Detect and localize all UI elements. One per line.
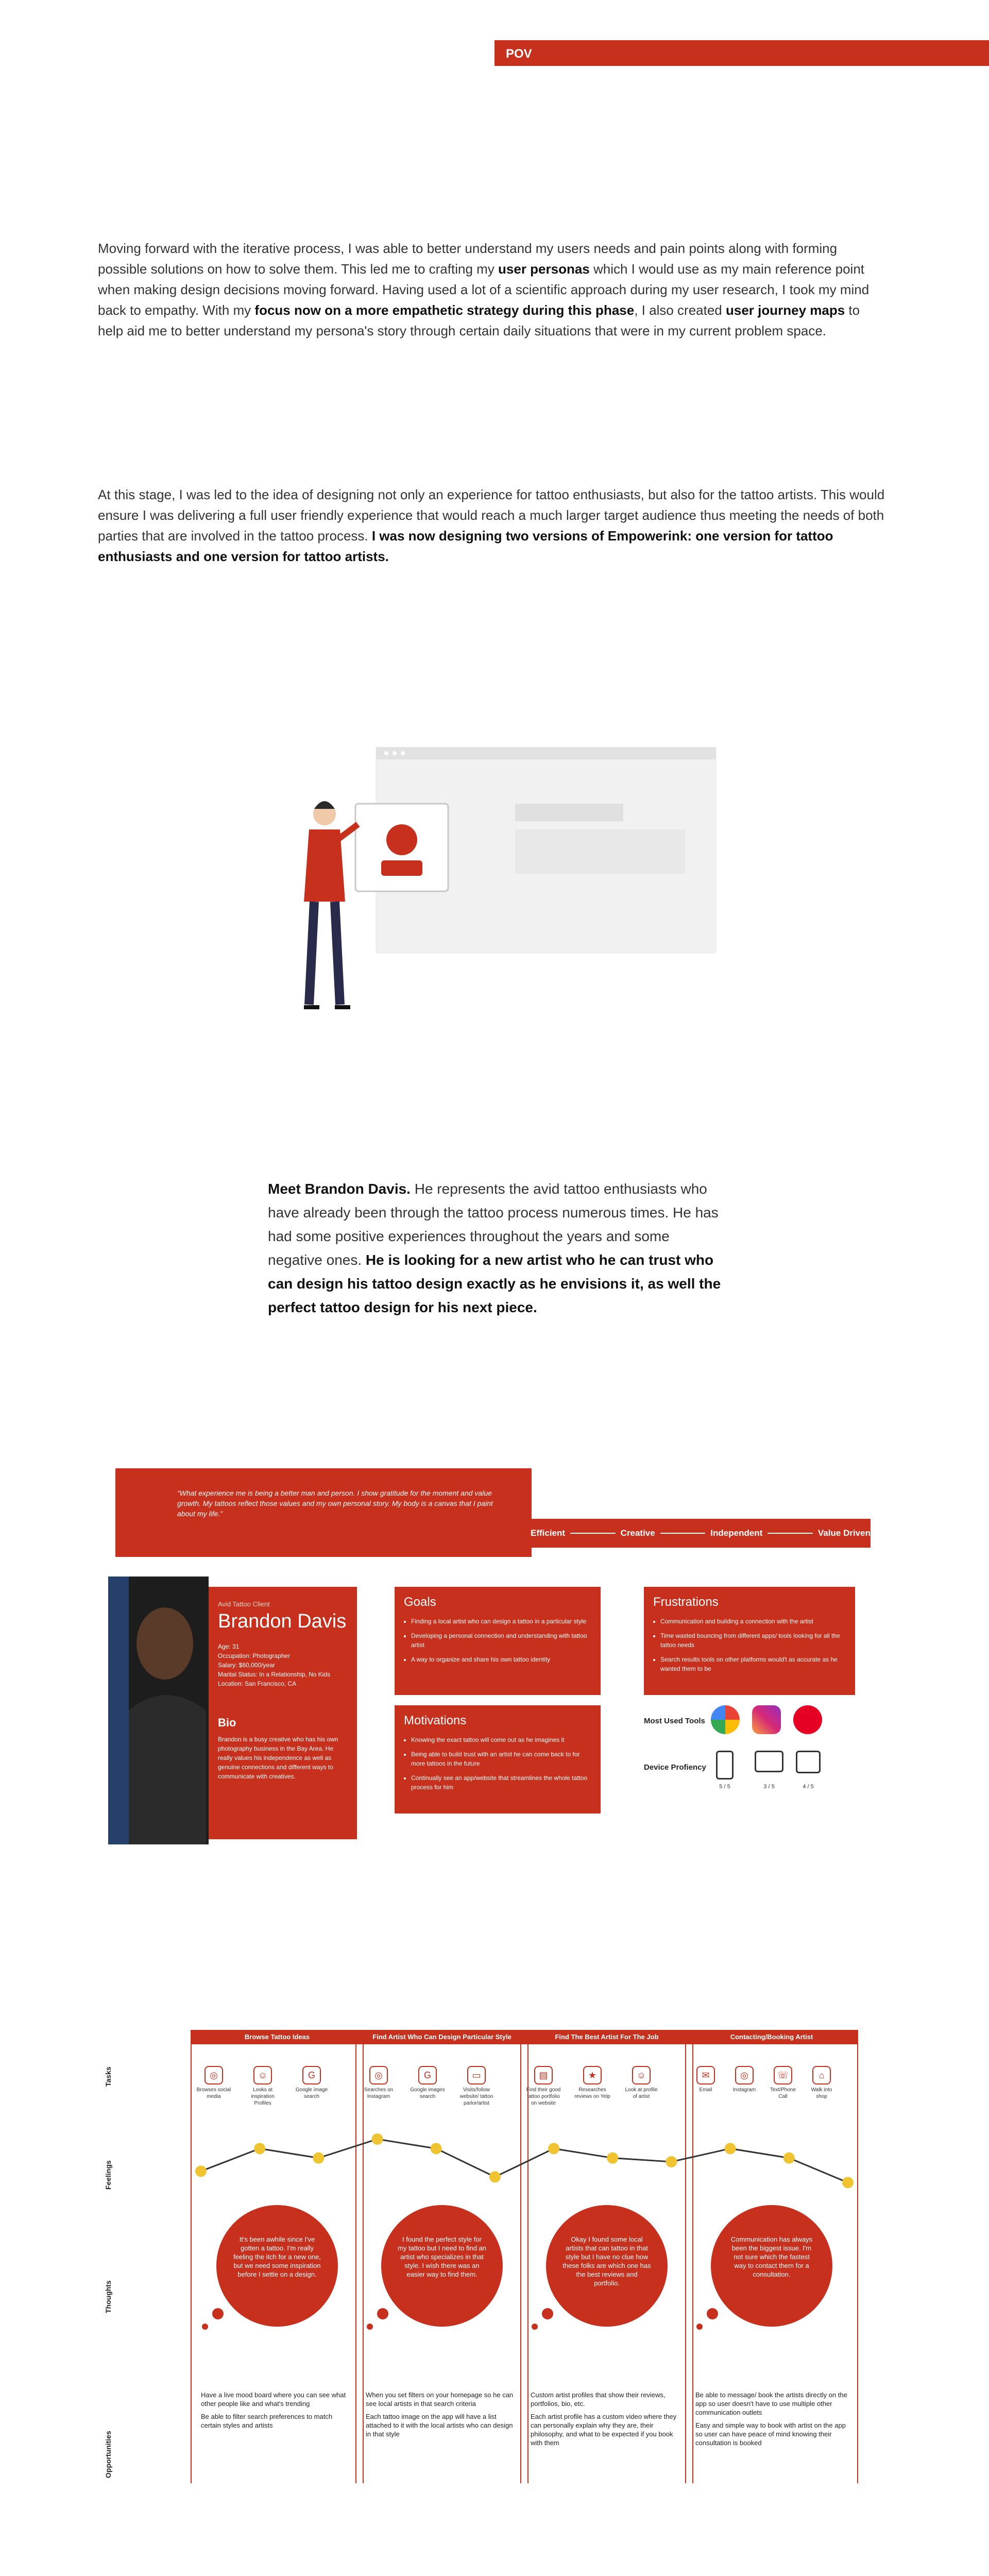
section-label-pov: POV [494, 40, 989, 66]
row-label: Feelings [104, 2160, 112, 2190]
bio-title: Bio [218, 1716, 236, 1729]
thought-dot [532, 2324, 538, 2330]
task-label: Text/Phone Call [770, 2087, 796, 2099]
trait: Creative [620, 1528, 655, 1538]
opportunity: Have a live mood board where you can see what other people like and what's trending [201, 2391, 346, 2408]
thought-dot [542, 2308, 553, 2319]
persona-name-bold: Meet Brandon Davis. [268, 1181, 411, 1197]
task-label: Searches on Instagram [364, 2087, 394, 2099]
task-label: Visits/follow website/ tattoo parlor/artist [459, 2087, 493, 2106]
pinterest-icon [793, 1705, 822, 1734]
feeling-emoji [666, 2156, 677, 2167]
task-label: Find their good tattoo portfolio on website [526, 2087, 561, 2106]
opportunity: Each artist profile has a custom video where they can personally explain why they are, their philosophy, and what to be expected if you book with them [531, 2413, 677, 2447]
opportunity: Easy and simple way to book with artist on the app so user can have peace of mind knowing their consultation is booked [695, 2421, 846, 2447]
thought-bubble: Communication has always been the biggest issue. I'm not sure which the fastest way to contact them for a consultation. [711, 2205, 832, 2327]
feeling-emoji [372, 2133, 383, 2145]
row-label: Tasks [104, 2066, 112, 2087]
task [196, 2066, 232, 2100]
opportunity: When you set filters on your homepage so he can see local artists in that search criteria [366, 2391, 514, 2408]
text-run: Moving forward with the iterative process, I was able to better understand my users needs and pain points along with forming possible solutions on how to solve them. This led me to crafting my [98, 241, 838, 277]
opportunity: Each tattoo image on the app will have a list attached to it with the local artists who can design in that style [366, 2413, 513, 2438]
stage-title: Find Artist Who Can Design Particular Style [356, 2030, 527, 2044]
persona-card-brandon [108, 1468, 881, 1850]
tools-label: Most Used Tools [644, 1717, 705, 1725]
instagram-icon: ◎ [735, 2066, 754, 2084]
row-label: Opportunities [104, 2431, 112, 2478]
task-label: Google image search [295, 2087, 328, 2099]
thought-dot [696, 2324, 703, 2330]
trait-divider [570, 1533, 616, 1534]
row-tasks [93, 2030, 113, 2102]
feeling-emoji [195, 2165, 207, 2177]
feeling-emoji [842, 2177, 854, 2188]
task-label: Researches reviews on Yelp [574, 2087, 610, 2099]
trait-divider [660, 1533, 706, 1534]
intro-paragraph-1 [98, 238, 886, 341]
persona-role: Avid Tattoo Client [218, 1600, 270, 1608]
text-run: At this stage, I was led to the idea of designing not only an experience for tattoo enthusiasts, but also for the tattoo artists. This would ensure I was delivering a full user friendly experience that would reach a much larger target audience thus meeting the needs of both parties that are involved in the tattoo process. [98, 487, 885, 544]
laptop-icon [755, 1751, 783, 1772]
stage-title: Find The Best Artist For The Job [521, 2030, 692, 2044]
opportunity-list [201, 2391, 353, 2434]
text-bold: user journey maps [725, 302, 845, 318]
thought-dot [707, 2308, 718, 2319]
thought-dot [202, 2324, 208, 2330]
frustrations-panel [644, 1587, 855, 1695]
thought-bubble: Okay I found some local artists that can tattoo in that style but I have no clue how these folks are which one has the best reviews and portfolio. [546, 2205, 668, 2327]
persona-1-intro [268, 1177, 721, 1319]
desktop-icon [796, 1751, 821, 1773]
row-feelings [93, 2112, 113, 2195]
text-bold: I was now designing two versions of Empowerink: one version for tattoo enthusiasts and one version for tattoo artists. [98, 528, 833, 564]
frustrations-title: Frustrations [653, 1595, 719, 1609]
text-run: , I also created [634, 302, 726, 318]
task-label: Look at profile of artist [625, 2087, 658, 2099]
journey-map-brandon [93, 2030, 855, 2483]
email-icon: ✉ [696, 2066, 715, 2084]
goal-item: • Finding a local artist who can design a tattoo in a particular style [411, 1617, 591, 1626]
goal-item: • Developing a personal connection and understanding with tattoo artist [411, 1631, 591, 1650]
feeling-emoji [548, 2143, 559, 2154]
motivation-item: • Being able to build trust with an artist he can come back to for more tattoos in the future [411, 1750, 591, 1768]
intro-paragraph-2 [98, 484, 886, 567]
opportunity: Custom artist profiles that show their reviews, portfolios, bio, etc. [531, 2391, 666, 2408]
shop-icon: ⌂ [812, 2066, 831, 2084]
opportunity-list [366, 2391, 518, 2443]
portfolio-icon: ▤ [534, 2066, 553, 2084]
motivations-title: Motivations [404, 1714, 467, 1727]
google-icon [711, 1705, 740, 1734]
feeling-emoji [431, 2143, 442, 2154]
frustration-item: • Time wasted bouncing from different apps/ tools looking for all the tattoo needs [660, 1631, 846, 1650]
goals-title: Goals [404, 1595, 436, 1609]
stage-title: Contacting/Booking Artist [686, 2030, 857, 2044]
persona-meta [218, 1642, 348, 1688]
trait: Value Driven [817, 1528, 871, 1538]
meta-line: Marital Status: In a Relationship, No Kids [218, 1671, 331, 1678]
row-opportunities [93, 2349, 113, 2478]
artist-profile-icon: ☺ [632, 2066, 651, 2084]
frustration-item: • Communication and building a connection with the artist [660, 1617, 846, 1626]
motivation-item: • Continually see an app/website that streamlines the whole tattoo process for him [411, 1773, 591, 1792]
goals-panel [395, 1587, 601, 1695]
feeling-emoji [489, 2171, 501, 2182]
meta-line: Age: 31 [218, 1643, 240, 1650]
opportunity: Be able to message/ book the artists directly on the app so user doesn't have to use multiple other communication outlets [695, 2391, 847, 2416]
task [623, 2066, 659, 2100]
feeling-emoji [313, 2153, 324, 2164]
phone-icon [716, 1751, 734, 1780]
task-label: Browses social media [196, 2087, 231, 2099]
stage-title: Browse Tattoo Ideas [192, 2030, 363, 2044]
motivation-item: • Knowing the exact tattoo will come out as he imagines it [411, 1735, 591, 1744]
instagram-icon: ◎ [369, 2066, 388, 2084]
text-run: which I would use as my main reference point when making design decisions moving forward. Having used a lot of a scientific approach during my user research, I took my mind back to empathy. With my [98, 261, 869, 318]
task [806, 2066, 837, 2100]
text-bold: He is looking for a new artist who he can trust who can design his tattoo design exactly as he envisions it, as well the perfect tattoo design for his next piece. [268, 1252, 721, 1315]
phone-icon: ☏ [774, 2066, 792, 2084]
frustration-item: • Search results tools on other platforms would't as accurate as he wanted them to be [660, 1655, 846, 1673]
task [245, 2066, 281, 2107]
meta-line: Salary: $60,000/year [218, 1662, 275, 1669]
task [294, 2066, 330, 2100]
opportunity: Be able to filter search preferences to match certain styles and artists [201, 2413, 333, 2429]
opportunity-list [531, 2391, 683, 2451]
task [574, 2066, 610, 2100]
feelings-line [191, 2117, 858, 2195]
feeling-emoji [725, 2143, 736, 2154]
devices-label: Device Profiency [644, 1763, 706, 1772]
trait-divider [768, 1533, 813, 1534]
meta-line: Occupation: Photographer [218, 1652, 291, 1659]
device-rating: 4 / 5 [803, 1784, 814, 1790]
feeling-emoji [607, 2153, 618, 2164]
trait: Independent [710, 1528, 763, 1538]
task-label: Looks at inspiration Profiles [251, 2087, 275, 2106]
task [729, 2066, 760, 2093]
row-label: Thoughts [104, 2280, 112, 2313]
persona-name: Brandon Davis [218, 1611, 347, 1632]
row-thoughts [93, 2200, 113, 2334]
feeling-emoji [254, 2143, 265, 2154]
task [410, 2066, 446, 2100]
thought-dot [367, 2324, 373, 2330]
persona-quote: “What experience me is being a better man and person. I show gratitude for the moment and value growth. My tattoos reflect those values and my own personal story. My body is a canvas that I paint about my life.” [115, 1468, 532, 1557]
bio-text: Brandon is a busy creative who has his own photography business in the Bay Area. He really values his independence as well as genuine connections and different ways to communicate with creatives. [218, 1736, 338, 1780]
task [690, 2066, 721, 2093]
feelings-path [201, 2139, 848, 2182]
profile-icon: ☺ [253, 2066, 272, 2084]
trait: Efficient [531, 1528, 566, 1538]
persona-traits [531, 1519, 871, 1548]
text-run: He represents the avid tattoo enthusiasts who have already been through the tattoo process numerous times. He has had some positive experiences throughout the years and some negative ones. [268, 1181, 719, 1268]
thought-dot [377, 2308, 388, 2319]
opportunity-list [695, 2391, 848, 2451]
task-label: Walk into shop [811, 2087, 832, 2099]
google-search-icon: G [418, 2066, 437, 2084]
task-label: Instagram [732, 2087, 756, 2093]
text-bold: focus now on a more empathetic strategy during this phase [254, 302, 635, 318]
text-bold: user personas [498, 261, 590, 277]
feeling-emoji [783, 2153, 795, 2164]
task [768, 2066, 798, 2100]
persona-profile [209, 1587, 357, 1839]
website-icon: ▭ [467, 2066, 486, 2084]
device-rating: 3 / 5 [763, 1784, 775, 1790]
yelp-icon: ★ [583, 2066, 602, 2084]
task-label: Google images search [410, 2087, 445, 2099]
goal-item: • A way to organize and share his own tattoo identity [411, 1655, 591, 1664]
instagram-icon [752, 1705, 781, 1734]
social-icon: ◎ [204, 2066, 223, 2084]
task [525, 2066, 561, 2107]
text-run: to help aid me to better understand my persona's story through certain daily situations that were in my current problem space. [98, 302, 860, 338]
motivations-panel [395, 1705, 601, 1814]
thought-dot [212, 2308, 224, 2319]
meta-line: Location: San Francisco, CA [218, 1680, 297, 1687]
thought-bubble: It's been awhile since I've gotten a tattoo. I'm really feeling the itch for a new one, but we need some inspiration before I settle on a design. [216, 2205, 338, 2327]
task [458, 2066, 494, 2107]
task [361, 2066, 397, 2100]
persona-photo [108, 1577, 209, 1844]
google-search-icon: G [302, 2066, 321, 2084]
persona-illustration [278, 747, 721, 1025]
device-rating: 5 / 5 [719, 1784, 730, 1790]
task-label: Email [699, 2087, 712, 2093]
thought-bubble: I found the perfect style for my tattoo but I need to find an artist who specializes in that style. I wish there was an easier way to find them. [381, 2205, 503, 2327]
